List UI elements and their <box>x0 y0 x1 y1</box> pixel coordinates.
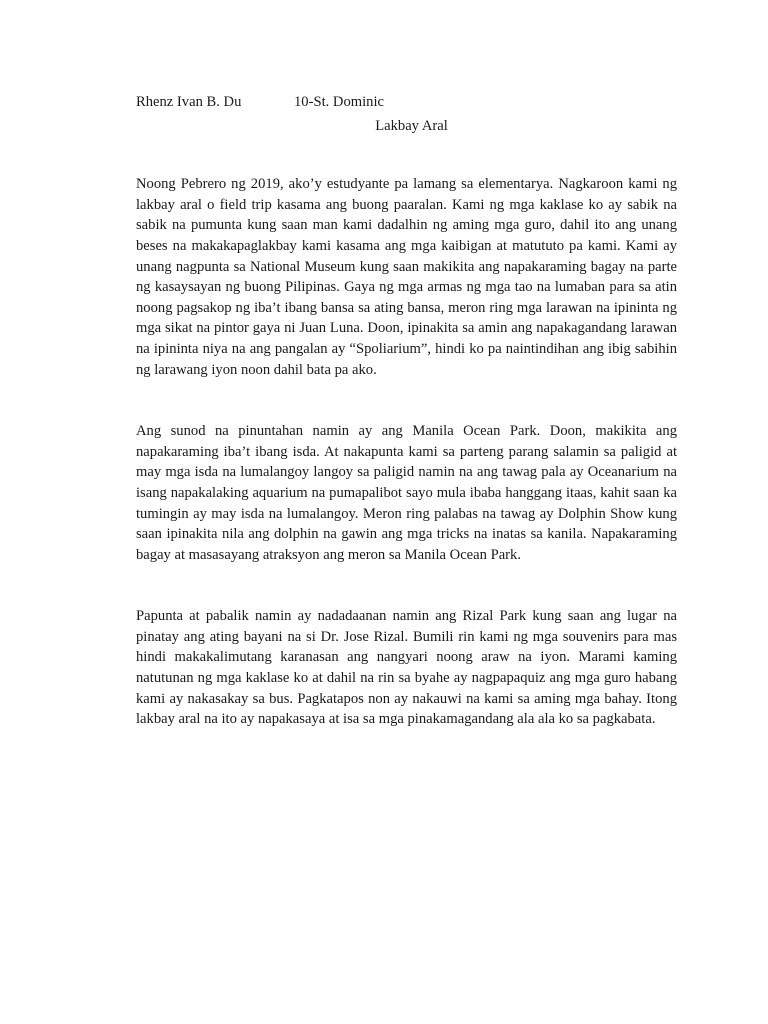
document-title: Lakbay Aral <box>375 117 448 134</box>
document-body <box>136 92 677 730</box>
paragraph-2: Ang sunod na pinuntahan namin ay ang Manila Ocean Park. Doon, makikita ang napakaraming iba’t ibang isda. At nakapunta kami sa parteng parang salamin sa paligid at may mga isda na lumalangoy langoy sa paligid namin na ang tawag pala ay Oceanarium na isang napakalaking aquarium na pumapalibot sayo mula ibaba hanggang itaas, kahit saan ka tumingin ay may isda na lumalangoy. Meron ring palabas na tawag ay Dolphin Show kung saan ipinakita nila ang dolphin na gawin ang mga tricks na inatas sa kanila. Napakaraming bagay at masasayang atraksyon ang meron sa Manila Ocean Park. <box>136 423 677 563</box>
author-name: Rhenz Ivan B. Du <box>136 94 242 110</box>
paragraph-3: Papunta at pabalik namin ay nadadaanan namin ang Rizal Park kung saan ang lugar na pinatay ang ating bayani na si Dr. Jose Rizal. Bumili rin kami ng mga souvenirs para mas hindi makakalimutang karanasan ang nangyari noong araw na iyon. Marami kaming natutunan ng mga kaklase ko at dahil na rin sa byahe ay nagpapaquiz ang mga guro habang kami ay nakasakay sa bus. Pagkatapos non ay nakauwi na kami sa aming mga bahay. Itong lakbay aral na ito ay napakasaya at isa sa mga pinakamagandang ala ala ko sa pagkabata. <box>136 608 677 728</box>
paragraph-1: Noong Pebrero ng 2019, ako’y estudyante pa lamang sa elementarya. Nagkaroon kami ng lakbay aral o field trip kasama ang buong paaralan. Kami ng mga kaklase ko ay sabik na sabik na pumunta kung saan man kami dadalhin ng aming mga guro, dahil ito ang unang beses na makakapaglakbay kami kasama ang mga kaibigan at matututo pa kami. Kami ay unang nagpunta sa National Museum kung saan makikita ang napakaraming bagay na parte ng kasaysayan ng buong Pilipinas. Gaya ng mga armas ng mga tao na lumaban para sa atin noong pagsakop ng iba’t ibang bansa sa ating bansa, meron ring mga larawan na ipininta ng mga sikat na pintor gaya ni Juan Luna. Doon, ipinakita sa amin ang napakagandang larawan na ipininta niya na ang pangalan ay “Spoliarium”, hindi ko pa naintindihan ang ibig sabihin ng larawang iyon noon dahil bata pa ako. <box>136 176 677 378</box>
section-name: 10-St. Dominic <box>294 94 384 110</box>
document-header <box>136 92 677 113</box>
